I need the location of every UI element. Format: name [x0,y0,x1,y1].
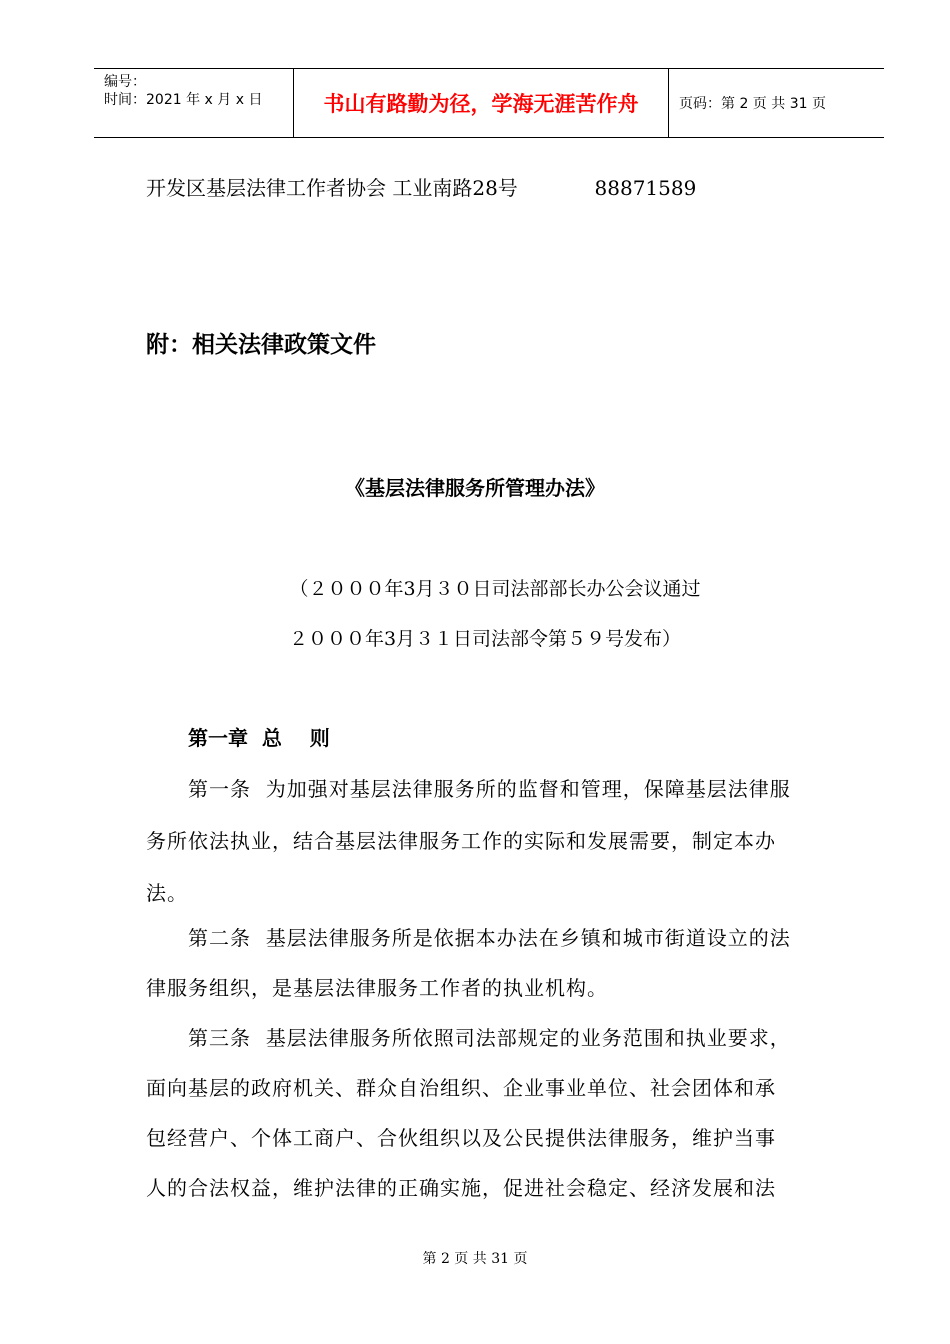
time-label: 时间：2021 年 x 月 x 日 [104,92,263,108]
body-line: 面向基层的政府机关、群众自治组织、企业事业单位、社会团体和承 [146,1076,776,1100]
contact-phone: 88871589 [594,176,697,200]
body-line: 第三条 基层法律服务所依照司法部规定的业务范围和执业要求， [188,1026,791,1050]
header-motto: 书山有路勤为径，学海无涯苦作舟 [294,69,669,137]
page-footer: 第 2 页 共 31 页 [422,1251,528,1267]
header-page-info: 页码：第 2 页 共 31 页 [679,96,826,112]
body-line: 律服务组织，是基层法律服务工作者的执业机构。 [146,976,608,1000]
serial-label: 编号： [104,74,146,90]
body-line: 人的合法权益，维护法律的正确实施，促进社会稳定、经济发展和法 [146,1176,776,1200]
doc-note-line-1: （２０００年3月３０日司法部部长办公会议通过 [289,578,701,600]
body-line: 包经营户、个体工商户、合伙组织以及公民提供法律服务，维护当事 [146,1126,776,1150]
doc-note-line-2: ２０００年3月３１日司法部令第５９号发布） [288,628,682,650]
body-line: 务所依法执业，结合基层法律服务工作的实际和发展需要，制定本办 [146,829,776,853]
doc-title: 《基层法律服务所管理办法》 [345,476,605,500]
body-line: 第一条 为加强对基层法律服务所的监督和管理，保障基层法律服 [188,777,791,801]
chapter-title: 第一章 总 则 [188,726,330,750]
body-line: 第二条 基层法律服务所是依据本办法在乡镇和城市街道设立的法 [188,926,791,950]
appendix-title: 附：相关法律政策文件 [146,332,376,358]
contact-line [146,172,696,201]
page-header [94,68,884,138]
header-meta [94,69,294,137]
contact-address: 工业南路28号 [392,176,518,200]
body-line: 法。 [146,881,188,905]
contact-org: 开发区基层法律工作者协会 [146,176,386,200]
